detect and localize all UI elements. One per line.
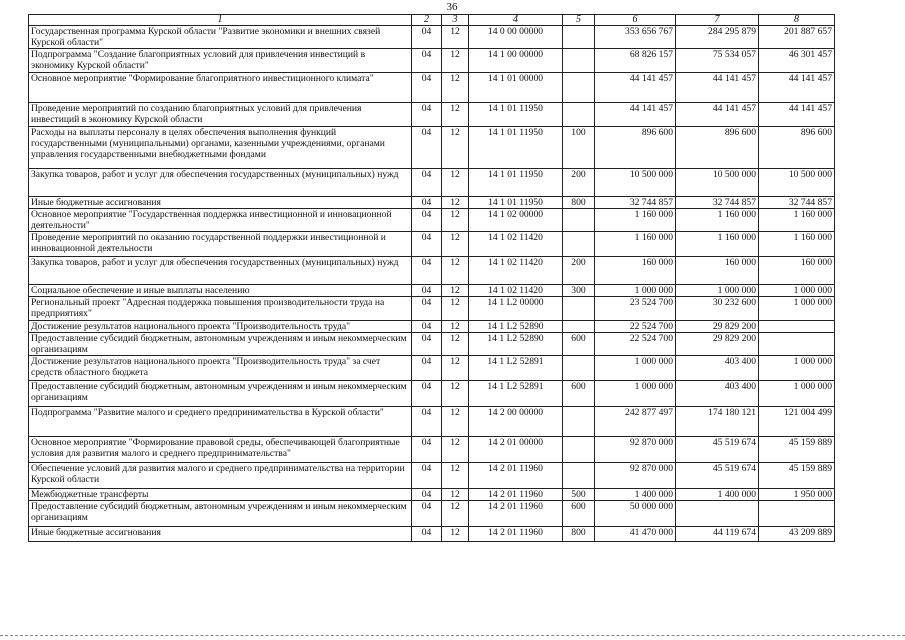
expense-type-code: [563, 73, 595, 103]
amount-col-7: 403 400: [676, 381, 759, 407]
section-code: 04: [412, 103, 442, 127]
amount-col-6: 242 877 497: [595, 407, 676, 437]
column-header: 7: [676, 15, 759, 26]
table-row: [29, 321, 835, 333]
expense-type-code: 100: [563, 127, 595, 169]
item-name: Основное мероприятие "Государственная поддержка инвестиционной и инновационной деятельности": [29, 209, 412, 232]
amount-col-6: 44 141 457: [595, 73, 676, 103]
amount-col-8: 46 301 457: [759, 49, 835, 73]
amount-col-8: 121 004 499: [759, 407, 835, 437]
amount-col-6: 1 000 000: [595, 285, 676, 297]
amount-col-8: 1 160 000: [759, 232, 835, 257]
table-row: [29, 437, 835, 463]
amount-col-6: 23 524 700: [595, 297, 676, 321]
expense-type-code: [563, 407, 595, 437]
subsection-code: 12: [442, 169, 469, 197]
item-name: Закупка товаров, работ и услуг для обеспечения государственных (муниципальных) нужд: [29, 257, 412, 285]
amount-col-6: 1 000 000: [595, 356, 676, 381]
item-name: Предоставление субсидий бюджетным, автономным учреждениям и иным некоммерческим организациям: [29, 501, 412, 527]
amount-col-6: 10 500 000: [595, 169, 676, 197]
item-name: Иные бюджетные ассигнования: [29, 197, 412, 209]
amount-col-8: 44 141 457: [759, 103, 835, 127]
item-name: Социальное обеспечение и иные выплаты населению: [29, 285, 412, 297]
subsection-code: 12: [442, 381, 469, 407]
expense-type-code: 300: [563, 285, 595, 297]
section-code: 04: [412, 407, 442, 437]
subsection-code: 12: [442, 285, 469, 297]
amount-col-8: 1 950 000: [759, 489, 835, 501]
table-row: [29, 297, 835, 321]
amount-col-8: 1 000 000: [759, 285, 835, 297]
expense-type-code: 500: [563, 489, 595, 501]
target-article-code: 14 1 01 11950: [469, 169, 563, 197]
amount-col-6: 1 000 000: [595, 381, 676, 407]
amount-col-8: 1 160 000: [759, 209, 835, 232]
section-code: 04: [412, 381, 442, 407]
expense-type-code: [563, 437, 595, 463]
target-article-code: 14 1 L2 00000: [469, 297, 563, 321]
amount-col-8: [759, 501, 835, 527]
target-article-code: 14 1 02 11420: [469, 257, 563, 285]
section-code: 04: [412, 489, 442, 501]
section-code: 04: [412, 209, 442, 232]
item-name: Достижение результатов национального проекта "Производительность труда" за счет средств областного бюджета: [29, 356, 412, 381]
amount-col-7: 1 160 000: [676, 232, 759, 257]
target-article-code: 14 1 L2 52891: [469, 381, 563, 407]
amount-col-7: 1 160 000: [676, 209, 759, 232]
table-row: [29, 489, 835, 501]
amount-col-8: 1 000 000: [759, 297, 835, 321]
budget-table: [28, 14, 835, 542]
table-row: [29, 73, 835, 103]
column-header: 3: [442, 15, 469, 26]
amount-col-7: 75 534 057: [676, 49, 759, 73]
column-header: 6: [595, 15, 676, 26]
expense-type-code: [563, 103, 595, 127]
section-code: 04: [412, 169, 442, 197]
target-article-code: 14 1 02 00000: [469, 209, 563, 232]
section-code: 04: [412, 501, 442, 527]
subsection-code: 12: [442, 501, 469, 527]
section-code: 04: [412, 527, 442, 542]
item-name: Основное мероприятие "Формирование благоприятного инвестиционного климата": [29, 73, 412, 103]
section-code: 04: [412, 257, 442, 285]
subsection-code: 12: [442, 297, 469, 321]
subsection-code: 12: [442, 26, 469, 49]
amount-col-7: 174 180 121: [676, 407, 759, 437]
amount-col-6: 896 600: [595, 127, 676, 169]
target-article-code: 14 1 L2 52890: [469, 321, 563, 333]
page-number: 36: [446, 1, 458, 13]
item-name: Расходы на выплаты персоналу в целях обеспечения выполнения функций государственными (муниципальными) органами, казенными учреждениями, органами управления государственными внебюджетными фондами: [29, 127, 412, 169]
expense-type-code: 600: [563, 333, 595, 356]
table-row: [29, 285, 835, 297]
section-code: 04: [412, 321, 442, 333]
item-name: Подпрограмма "Создание благоприятных условий для привлечения инвестиций в экономику Курской области": [29, 49, 412, 73]
amount-col-8: 896 600: [759, 127, 835, 169]
item-name: Региональный проект "Адресная поддержка повышения производительности труда на предприятиях": [29, 297, 412, 321]
section-code: 04: [412, 73, 442, 103]
expense-type-code: 600: [563, 381, 595, 407]
expense-type-code: 800: [563, 527, 595, 542]
table-row: [29, 381, 835, 407]
amount-col-8: 44 141 457: [759, 73, 835, 103]
table-row: [29, 197, 835, 209]
subsection-code: 12: [442, 407, 469, 437]
amount-col-7: 32 744 857: [676, 197, 759, 209]
amount-col-8: 10 500 000: [759, 169, 835, 197]
amount-col-7: 1 400 000: [676, 489, 759, 501]
amount-col-8: 45 159 889: [759, 437, 835, 463]
amount-col-6: 1 160 000: [595, 209, 676, 232]
expense-type-code: [563, 463, 595, 489]
target-article-code: 14 2 01 11960: [469, 527, 563, 542]
item-name: Закупка товаров, работ и услуг для обеспечения государственных (муниципальных) нужд: [29, 169, 412, 197]
amount-col-7: 44 119 674: [676, 527, 759, 542]
table-row: [29, 463, 835, 489]
amount-col-6: 32 744 857: [595, 197, 676, 209]
subsection-code: 12: [442, 489, 469, 501]
section-code: 04: [412, 49, 442, 73]
amount-col-7: 284 295 879: [676, 26, 759, 49]
amount-col-6: 92 870 000: [595, 463, 676, 489]
amount-col-8: 43 209 889: [759, 527, 835, 542]
target-article-code: 14 2 01 11960: [469, 463, 563, 489]
target-article-code: 14 1 01 11950: [469, 197, 563, 209]
table-row: [29, 127, 835, 169]
subsection-code: 12: [442, 103, 469, 127]
amount-col-6: 1 160 000: [595, 232, 676, 257]
expense-type-code: [563, 26, 595, 49]
expense-type-code: [563, 321, 595, 333]
section-code: 04: [412, 356, 442, 381]
amount-col-6: 22 524 700: [595, 321, 676, 333]
table-row: [29, 333, 835, 356]
subsection-code: 12: [442, 333, 469, 356]
target-article-code: 14 1 L2 52891: [469, 356, 563, 381]
target-article-code: 14 2 01 11960: [469, 501, 563, 527]
amount-col-6: 44 141 457: [595, 103, 676, 127]
subsection-code: 12: [442, 527, 469, 542]
amount-col-7: 403 400: [676, 356, 759, 381]
section-code: 04: [412, 297, 442, 321]
table-row: [29, 257, 835, 285]
target-article-code: 14 2 01 00000: [469, 437, 563, 463]
subsection-code: 12: [442, 209, 469, 232]
amount-col-8: 1 000 000: [759, 356, 835, 381]
column-header: 4: [469, 15, 563, 26]
target-article-code: 14 1 02 11420: [469, 285, 563, 297]
item-name: Основное мероприятие "Формирование правовой среды, обеспечивающей благоприятные условия для развития малого и среднего предпринимательства": [29, 437, 412, 463]
column-header: 5: [563, 15, 595, 26]
column-header: 2: [412, 15, 442, 26]
item-name: Достижение результатов национального проекта "Производительность труда": [29, 321, 412, 333]
table-row: [29, 169, 835, 197]
column-header: 1: [29, 15, 412, 26]
item-name: Проведение мероприятий по созданию благоприятных условий для привлечения инвестиций в экономику Курской области: [29, 103, 412, 127]
amount-col-7: 160 000: [676, 257, 759, 285]
amount-col-7: 44 141 457: [676, 73, 759, 103]
amount-col-6: 1 400 000: [595, 489, 676, 501]
expense-type-code: [563, 297, 595, 321]
amount-col-7: 29 829 200: [676, 321, 759, 333]
table-row: [29, 527, 835, 542]
amount-col-7: 1 000 000: [676, 285, 759, 297]
expense-type-code: 600: [563, 501, 595, 527]
subsection-code: 12: [442, 257, 469, 285]
expense-type-code: 200: [563, 169, 595, 197]
target-article-code: 14 1 01 00000: [469, 73, 563, 103]
amount-col-7: 45 519 674: [676, 437, 759, 463]
expense-type-code: [563, 232, 595, 257]
amount-col-8: 1 000 000: [759, 381, 835, 407]
subsection-code: 12: [442, 463, 469, 489]
subsection-code: 12: [442, 73, 469, 103]
amount-col-8: [759, 321, 835, 333]
page-edge-line: [0, 635, 905, 636]
header-row: [29, 15, 835, 26]
item-name: Предоставление субсидий бюджетным, автономным учреждениям и иным некоммерческим организациям: [29, 381, 412, 407]
item-name: Иные бюджетные ассигнования: [29, 527, 412, 542]
item-name: Предоставление субсидий бюджетным, автономным учреждениям и иным некоммерческим организациям: [29, 333, 412, 356]
table-row: [29, 49, 835, 73]
table-row: [29, 26, 835, 49]
item-name: Государственная программа Курской области "Развитие экономики и внешних связей Курской области": [29, 26, 412, 49]
item-name: Проведение мероприятий по оказанию государственной поддержки инвестиционной и инновационной деятельности: [29, 232, 412, 257]
column-header: 8: [759, 15, 835, 26]
amount-col-7: 10 500 000: [676, 169, 759, 197]
table-row: [29, 232, 835, 257]
subsection-code: 12: [442, 321, 469, 333]
subsection-code: 12: [442, 197, 469, 209]
expense-type-code: 200: [563, 257, 595, 285]
section-code: 04: [412, 333, 442, 356]
amount-col-7: 29 829 200: [676, 333, 759, 356]
target-article-code: 14 2 01 11960: [469, 489, 563, 501]
amount-col-6: 160 000: [595, 257, 676, 285]
target-article-code: 14 1 01 11950: [469, 127, 563, 169]
item-name: Межбюджетные трансферты: [29, 489, 412, 501]
subsection-code: 12: [442, 356, 469, 381]
section-code: 04: [412, 437, 442, 463]
table-row: [29, 103, 835, 127]
amount-col-7: 896 600: [676, 127, 759, 169]
expense-type-code: [563, 356, 595, 381]
section-code: 04: [412, 26, 442, 49]
table-row: [29, 501, 835, 527]
subsection-code: 12: [442, 127, 469, 169]
amount-col-6: 92 870 000: [595, 437, 676, 463]
section-code: 04: [412, 232, 442, 257]
target-article-code: 14 1 02 11420: [469, 232, 563, 257]
amount-col-8: [759, 333, 835, 356]
amount-col-6: 353 656 767: [595, 26, 676, 49]
target-article-code: 14 0 00 00000: [469, 26, 563, 49]
amount-col-7: 30 232 600: [676, 297, 759, 321]
target-article-code: 14 2 00 00000: [469, 407, 563, 437]
amount-col-6: 41 470 000: [595, 527, 676, 542]
amount-col-6: 22 524 700: [595, 333, 676, 356]
amount-col-6: 50 000 000: [595, 501, 676, 527]
section-code: 04: [412, 127, 442, 169]
expense-type-code: [563, 209, 595, 232]
item-name: Обеспечение условий для развития малого и среднего предпринимательства на территории Курской области: [29, 463, 412, 489]
target-article-code: 14 1 L2 52890: [469, 333, 563, 356]
table-row: [29, 356, 835, 381]
target-article-code: 14 1 01 11950: [469, 103, 563, 127]
amount-col-7: [676, 501, 759, 527]
amount-col-6: 68 826 157: [595, 49, 676, 73]
amount-col-8: 201 887 657: [759, 26, 835, 49]
section-code: 04: [412, 463, 442, 489]
table-row: [29, 209, 835, 232]
expense-type-code: [563, 49, 595, 73]
subsection-code: 12: [442, 437, 469, 463]
amount-col-7: 45 519 674: [676, 463, 759, 489]
table-row: [29, 407, 835, 437]
subsection-code: 12: [442, 49, 469, 73]
subsection-code: 12: [442, 232, 469, 257]
target-article-code: 14 1 00 00000: [469, 49, 563, 73]
section-code: 04: [412, 285, 442, 297]
item-name: Подпрограмма "Развитие малого и среднего предпринимательства в Курской области": [29, 407, 412, 437]
amount-col-8: 32 744 857: [759, 197, 835, 209]
expense-type-code: 800: [563, 197, 595, 209]
amount-col-7: 44 141 457: [676, 103, 759, 127]
amount-col-8: 160 000: [759, 257, 835, 285]
amount-col-8: 45 159 889: [759, 463, 835, 489]
section-code: 04: [412, 197, 442, 209]
